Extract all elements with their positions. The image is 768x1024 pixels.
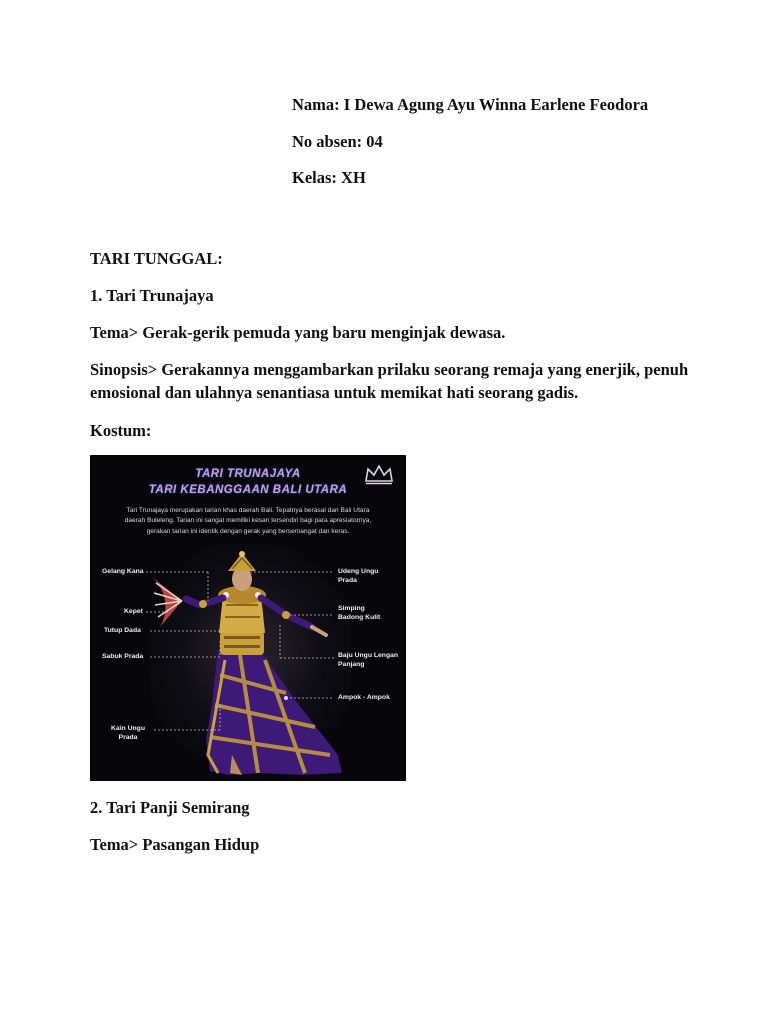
label-baju-ungu-lengan-panjang: Baju Ungu Lengan Panjang [338, 652, 399, 668]
label-ampok-ampok: Ampok - Ampok [338, 694, 390, 701]
item1-synopsis: Sinopsis> Gerakannya menggambarkan prilaku seorang remaja yang enerjik, penuh emosional dan ulahnya senantiasa untuk memikat hati seorang gadis. [90, 360, 689, 402]
item1-title: 1. Tari Trunajaya [90, 286, 214, 305]
student-number: No absen: 04 [292, 132, 383, 151]
student-class: Kelas: XH [292, 168, 366, 187]
label-gelang-kana: Gelang Kana [102, 568, 144, 575]
label-kain-ungu-prada: Kain Ungu Prada [111, 725, 145, 741]
item2-title: 2. Tari Panji Semirang [90, 798, 250, 817]
item1-theme: Tema> Gerak-gerik pemuda yang baru menginjak dewasa. [90, 323, 506, 342]
student-name: Nama: I Dewa Agung Ayu Winna Earlene Feodora [292, 95, 649, 114]
label-sabuk-prada: Sabuk Prada [102, 653, 144, 660]
label-udeng-ungu-prada: Udeng Ungu Prada [338, 568, 379, 584]
label-tutup-dada: Tutup Dada [104, 627, 141, 634]
costume-infographic [90, 455, 406, 781]
label-kepet: Kepet [124, 608, 143, 615]
label-simping-badong-kulit: Simping Badong Kulit [338, 605, 381, 621]
infographic-title-line2: TARI KEBANGGAAN BALI UTARA [148, 484, 348, 496]
item2-theme: Tema> Pasangan Hidup [90, 835, 260, 854]
infographic-description: Tari Trunajaya merupakan tarian khas daerah Bali. Tepatnya berasal dari Bali Utara daerah Buleleng. Tarian ini sangat memiliki kesan tersendiri bagi para apresiatornya, gerakan tarian ini identik dengan gerak yang bersemangat dan keras. [124, 507, 372, 535]
item1-costume-label: Kostum: [90, 421, 152, 440]
section-title: TARI TUNGGAL: [90, 249, 223, 268]
infographic-title-line1: TARI TRUNAJAYA [195, 468, 301, 480]
